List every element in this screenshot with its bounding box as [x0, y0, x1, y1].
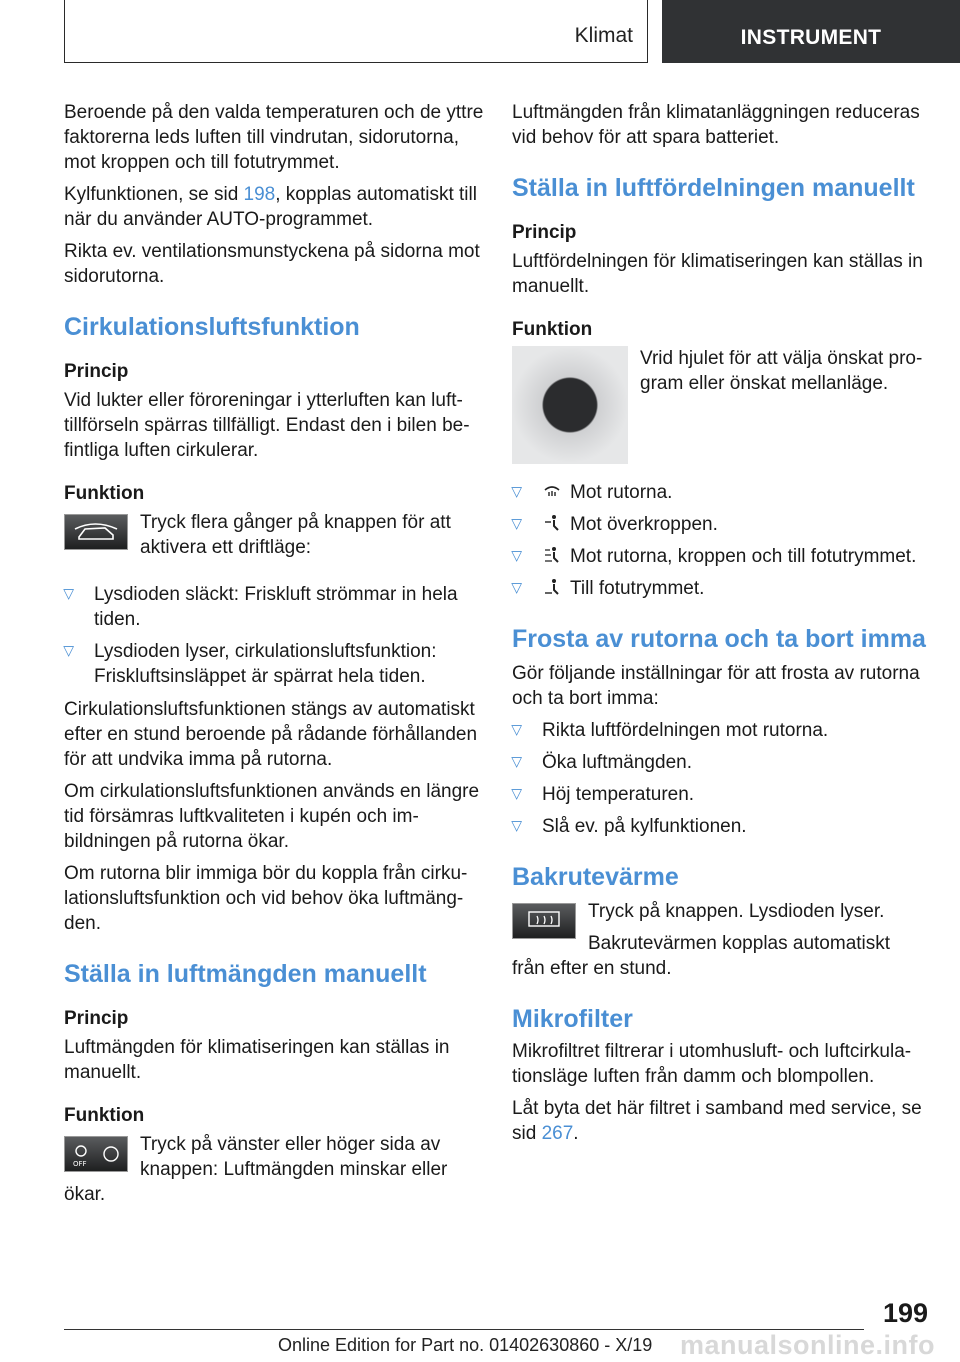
- chapter-tab: [662, 0, 960, 63]
- subheading-princip: Princip: [64, 361, 129, 382]
- heading-air-distribution: Ställa in luftfördelningen manuellt: [512, 174, 915, 202]
- heading-circulation: Cirkulationsluftsfunktion: [64, 313, 360, 341]
- distribution-dial-icon: [512, 346, 628, 464]
- recirculation-button-icon: [64, 514, 128, 550]
- circ-function-text: Tryck flera gånger på knappen för att aktivera ett driftläge:: [140, 512, 451, 558]
- upper-body-icon: [542, 514, 562, 532]
- circ-paragraph-1: Cirkulationsluftsfunktionen stängs av automatiskt efter en stund beroende på rådande förhållanden för att undvika imma på rutorna.: [64, 699, 478, 770]
- list-item: ▷ Till fotutrymmet.: [512, 576, 928, 601]
- subheading-funktion: Funktion: [512, 319, 593, 340]
- heading-air-amount: Ställa in luftmängden manuellt: [64, 960, 427, 988]
- amount-princip-text: Luftmängden för klimatiseringen kan ställas in manuellt.: [64, 1037, 450, 1083]
- subheading-funktion: Funktion: [64, 1105, 145, 1126]
- list-item: ▷ Lysdioden lyser, cirkulationsluftsfunktion: Friskluftsinsläppet är spärrat hela tiden.: [64, 639, 484, 689]
- intro-paragraph-3: Rikta ev. ventilationsmunstyckena på sidorna mot sidorutorna.: [64, 241, 480, 287]
- intro-paragraph-1: Beroende på den valda temperaturen och de yttre faktorerna leds luften till vindrutan, sidorutorna, mot kroppen och till fotutrymmet.: [64, 102, 484, 173]
- list-item: ▷ Mot rutorna.: [512, 480, 928, 505]
- fan-button-icon: [64, 1136, 128, 1172]
- circ-paragraph-3: Om rutorna blir immiga bör du koppla från cirkulationsluftsfunktion och vid behov öka luftmängden.: [64, 863, 468, 934]
- footwell-icon: [542, 578, 562, 596]
- edition-footer: Online Edition for Part no. 01402630860 - X/19: [278, 1335, 653, 1355]
- right-column: [512, 100, 928, 1153]
- list-item: ▷ Slå ev. på kylfunktionen.: [512, 814, 928, 839]
- defrost-intro: Gör följande inställningar för att frosta av rutorna och ta bort imma:: [512, 663, 920, 709]
- defrost-bullets: [512, 718, 928, 839]
- page-header: [64, 0, 960, 66]
- chapter-label: INSTRUMENT: [740, 26, 882, 49]
- amount-function-text: Tryck på vänster eller höger sida av knappen: Luftmängden minskar eller ökar.: [64, 1134, 448, 1205]
- heading-microfilter: Mikrofilter: [512, 1005, 633, 1033]
- all-directions-icon: [542, 546, 562, 564]
- list-item: ▷ Öka luftmängden.: [512, 750, 928, 775]
- page-link-267[interactable]: 267: [541, 1123, 574, 1144]
- subheading-princip: Princip: [64, 1008, 129, 1029]
- windshield-icon: [542, 482, 562, 500]
- heading-rear-window-heating: Bakrutevärme: [512, 863, 679, 891]
- rear-function-block: [512, 899, 928, 981]
- amount-function-block: [64, 1132, 484, 1207]
- dist-function-text: Vrid hjulet för att välja önskat program eller önskat mellanläge.: [640, 348, 923, 394]
- rear-defrost-button-icon: [512, 903, 576, 939]
- list-item: ▷ Höj temperaturen.: [512, 782, 928, 807]
- circ-paragraph-2: Om cirkulationsluftsfunktionen används en längre tid försämras luftkvaliteten i kupén och imbildningen på rutorna ökar.: [64, 781, 480, 852]
- left-column: [64, 100, 484, 1217]
- battery-paragraph: Luftmängden från klimatanläggningen reduceras vid behov för att spara batteriet.: [512, 102, 920, 148]
- page-number: 199: [882, 1298, 928, 1328]
- svg-text:OFF: OFF: [73, 1160, 87, 1168]
- list-item: ▷ Rikta luftfördelningen mot rutorna.: [512, 718, 928, 743]
- rear-paragraph-2: Bakrutevärmen kopplas automatiskt från efter en stund.: [512, 933, 891, 979]
- circ-bullets: [64, 582, 484, 689]
- section-label: Klimat: [574, 24, 633, 47]
- circ-function-block: [64, 510, 484, 572]
- dist-princip-text: Luftfördelningen för klimatiseringen kan ställas in manuellt.: [512, 251, 923, 297]
- dist-function-block: [512, 346, 928, 470]
- page-link-198[interactable]: 198: [243, 184, 276, 205]
- dist-bullets: [512, 480, 928, 601]
- watermark: manualsonline.info: [680, 1330, 936, 1360]
- circ-princip-text: Vid lukter eller föroreningar i ytterluften kan lufttillförseln spärras tillfälligt. Endast den i bilen befintliga luften cirkulerar.: [64, 390, 470, 461]
- intro-paragraph-2: Kylfunktionen, se sid 198, kopplas automatiskt till när du använder AUTO-programmet.: [64, 184, 477, 230]
- heading-defrost: Frosta av rutorna och ta bort imma: [512, 625, 926, 653]
- section-tab: [64, 0, 648, 63]
- subheading-princip: Princip: [512, 222, 577, 243]
- micro-paragraph-2: Låt byta det här filtret i samband med service, se sid 267.: [512, 1098, 922, 1144]
- subheading-funktion: Funktion: [64, 483, 145, 504]
- list-item: ▷ Lysdioden släckt: Friskluft strömmar in hela tiden.: [64, 582, 484, 632]
- rear-paragraph-1: Tryck på knappen. Lysdioden lyser.: [588, 901, 885, 922]
- micro-paragraph-1: Mikrofiltret filtrerar i utomhusluft- och luftcirkulationsläge luften från damm och blompollen.: [512, 1041, 912, 1087]
- list-item: ▷ Mot rutorna, kroppen och till fotutrymmet.: [512, 544, 928, 569]
- list-item: ▷ Mot överkroppen.: [512, 512, 928, 537]
